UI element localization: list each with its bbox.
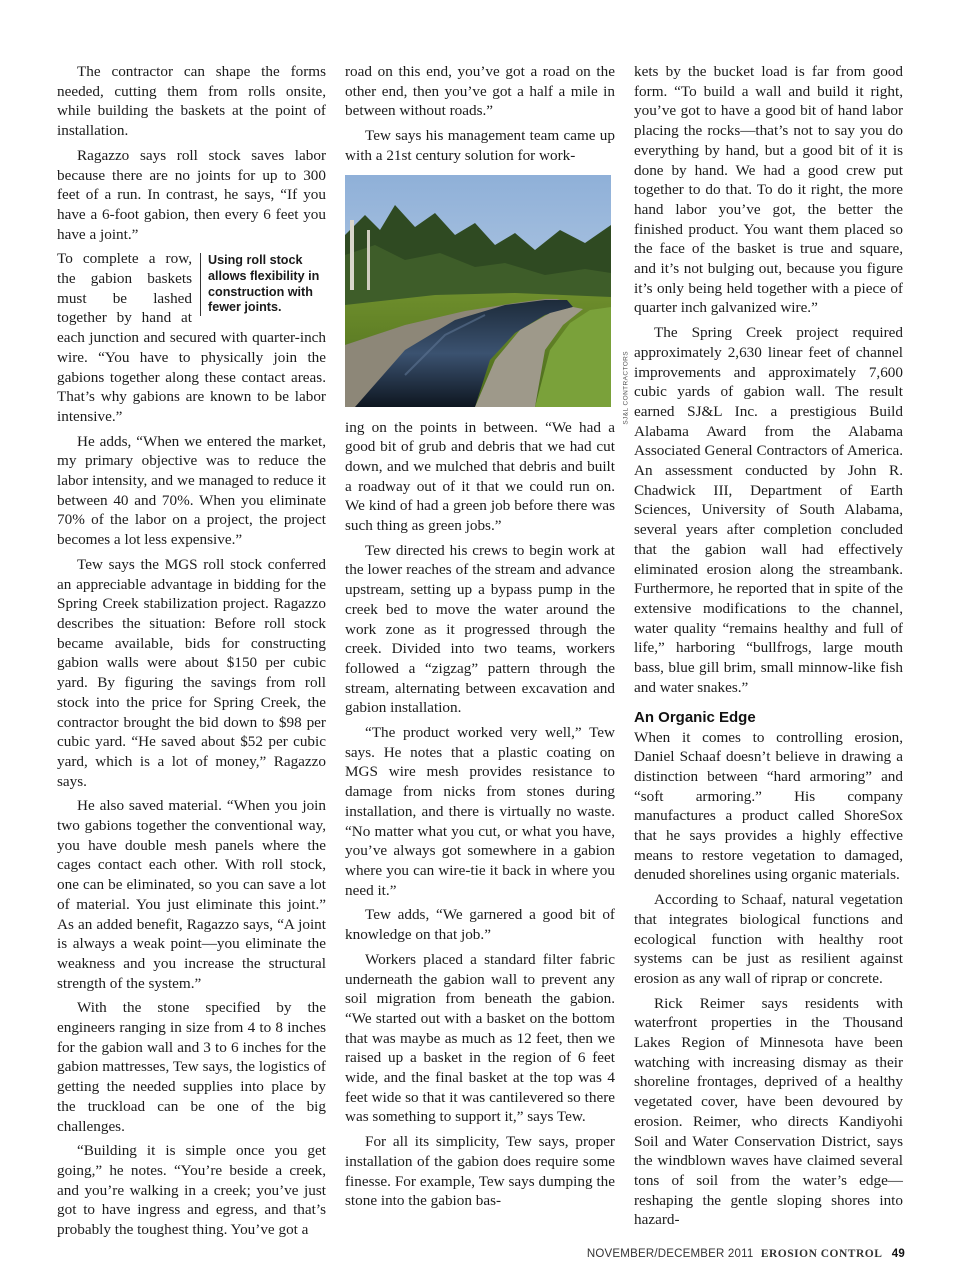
paragraph: Tew says his management team came up with a 21st century solution for work- [345, 127, 615, 164]
paragraph: The Spring Creek project required approximately 2,630 linear feet of channel improvements and approximately 7,600 cubic yards of gabion wall. The result earned SJ&L Inc. a prestigious Build Alabama Award from the Alabama Associated General Contractors of America. An assessment conducted by John R. Chadwick III, Department of Earth Sciences, University of South Alabama, several years after completion concluded that the gabion wall had effectively eliminated erosion along the streambank. Furthermore, he reported that in spite of the extensive modifications to the channel, water quality “remains healthy and full of life,” harboring “bullfrogs, large mouth bass, blue gill brim, small minnow-like fish and water snakes.” [634, 324, 903, 696]
page-footer [587, 1248, 905, 1260]
paragraph: For all its simplicity, Tew says, proper installation of the gabion does require some finesse. For example, Tew says dumping the stone into the gabion bas- [345, 1133, 615, 1210]
paragraph: Tew says the MGS roll stock conferred an appreciable advantage in bidding for the Spring Creek stabilization project. Ragazzo describes the situation: Before roll stock became available, bids for constructing gabion walls were about $150 per cubic yard. By figuring the savings from roll stock into the price for Spring Creek, the contractor brought the bid down to $98 per cubic yard. “He saved about $52 per cubic yard, which is a lot of money,” Ragazzo says. [57, 555, 326, 790]
issue-date: NOVEMBER/DECEMBER 2011 [586, 1248, 754, 1260]
paragraph: Workers placed a standard filter fabric underneath the gabion wall to prevent any soil migration from beneath the gabion. “We started out with a basket on the bottom that was maybe as much as 12 feet, then we raised up a basket in the region of 6 feet wide, and the final basket at the top was 4 feet wide so that it was cantilevered so there was something to support it,” says Tew. [345, 950, 615, 1126]
paragraph: “Building it is simple once you get going,” he notes. “You’re beside a creek, and you’re walking in a creek; you’ve just got to have ingress and egress, and that’s probably the toughest thing. You’ve got a [57, 1142, 326, 1239]
magazine-name: EROSION CONTROL [760, 1248, 883, 1260]
paragraph: He also saved material. “When you join two gabions together the conventional way, you have double mesh panels where the cages contact each other. With roll stock, one can be eliminated, so you can save a lot of material. You just eliminate this joint.” As an added benefit, Ragazzo says, “A joint is always a weak point—you eliminate the weakness and you increase the structural strength of the system.” [57, 797, 326, 992]
article-column-1 [57, 62, 326, 1245]
paragraph: Tew adds, “We garnered a good bit of knowledge on that job.” [345, 906, 615, 944]
paragraph: kets by the bucket load is far from good form. “To build a wall and build it right, you’ve got to have a good bit of hand labor placing the rocks—that’s not to say you do everything by hand, but a good bit of it is done by hand. We had a good crew put together to do that. To do it right, the more hand labor you’ve got, the better the finished product. You want them placed so the face of the basket is true and square, and it’s not bulging out, because you figure it’s only being held together with a piece of quarter inch galvanized wire.” [634, 63, 903, 317]
page-number: 49 [891, 1248, 905, 1260]
paragraph: “The product worked very well,” Tew says. He notes that a plastic coating on MGS wire mesh provides resistance to damage from nicks from stones during installation, and there is virtually no waste. “No matter what you cut, or what you have, you’ve always got somewhere in a gabion where you can wire-tie it back in where you need it.” [345, 724, 615, 899]
paragraph: He adds, “When we entered the market, my primary objective was to reduce the labor intensity, and we managed to reduce it between 40 and 70%. When you eliminate 70% of the labor on a project, the project becomes a lot less expensive.” [57, 432, 326, 549]
paragraph: Tew directed his crews to begin work at the lower reaches of the stream and advance upstream, setting up a bypass pump in the creek bed to move the water around the work zone as it progressed through the creek. Divided into two teams, workers followed a “zigzag” pattern through the stream, alternating between excavation and gabion installation. [345, 541, 615, 717]
paragraph: When it comes to controlling erosion, Daniel Schaaf doesn’t believe in drawing a distinction between “hard armoring” and “soft armoring.” His company manufactures a product called ShoreSox that he says provides a highly effective means to restore vegetation to damaged, denuded shorelines using organic materials. [634, 728, 903, 884]
paragraph: To complete a row, the gabion baskets must be lashed together by hand at each junction and secured with quarter-inch wire. “You have to physically join the gabions together along these contact areas. That’s why gabions are known to be labor intensive.” [57, 250, 326, 425]
paragraph: ing on the points in between. “We had a good bit of grub and debris that we had cut down, and we mulched that debris and built a roadway out of it that we could run on. We kind of had a green job before there was such thing as green jobs.” [345, 418, 615, 535]
paragraph: Ragazzo says roll stock saves labor because there are no joints for up to 300 feet of a run. In contrast, he says, “If you have a 6-foot gabion, then every 6 feet you have a joint.” [57, 146, 326, 243]
paragraph: The contractor can shape the forms needed, cutting them from rolls onsite, while building the baskets at the point of installation. [57, 63, 326, 140]
paragraph: Rick Reimer says residents with waterfront properties in the Thousand Lakes Region of Minnesota have been watching with increasing dismay as their shoreline frontages, deprived of a healthy vegetated cover, have been devoured by erosion. Reimer, who directs Kandiyohi Soil and Water Conservation District, says the windblown waves have claimed several tons of soil from the water’s edge—reshaping the gentle sloping shores into hazard- [634, 994, 903, 1229]
creek-photo-figure [345, 175, 630, 425]
paragraph: With the stone specified by the engineers ranging in size from 4 to 8 inches for the gabion wall and 3 to 6 inches for the gabion mattresses, Tew says, the logistics of getting the needed supplies into place by the truckload can be one of the big challenges. [57, 999, 326, 1135]
paragraph: According to Schaaf, natural vegetation that integrates biological functions and ecological function with healthy root systems can be just as resilient against erosion as any wall of riprap or concrete. [634, 891, 903, 987]
paragraph: road on this end, you’ve got a road on the other end, then you’ve got a half a mile in between without roads.” [345, 63, 615, 120]
photo-credit: SJ&L CONTRACTORS [623, 350, 630, 425]
pull-quote: Using roll stock allows flexibility in construction with fewer joints. [200, 253, 326, 315]
section-heading: An Organic Edge [634, 708, 756, 726]
article-column-2 [345, 62, 630, 1216]
creek-photo [345, 175, 611, 407]
article-column-3 [634, 62, 903, 1235]
